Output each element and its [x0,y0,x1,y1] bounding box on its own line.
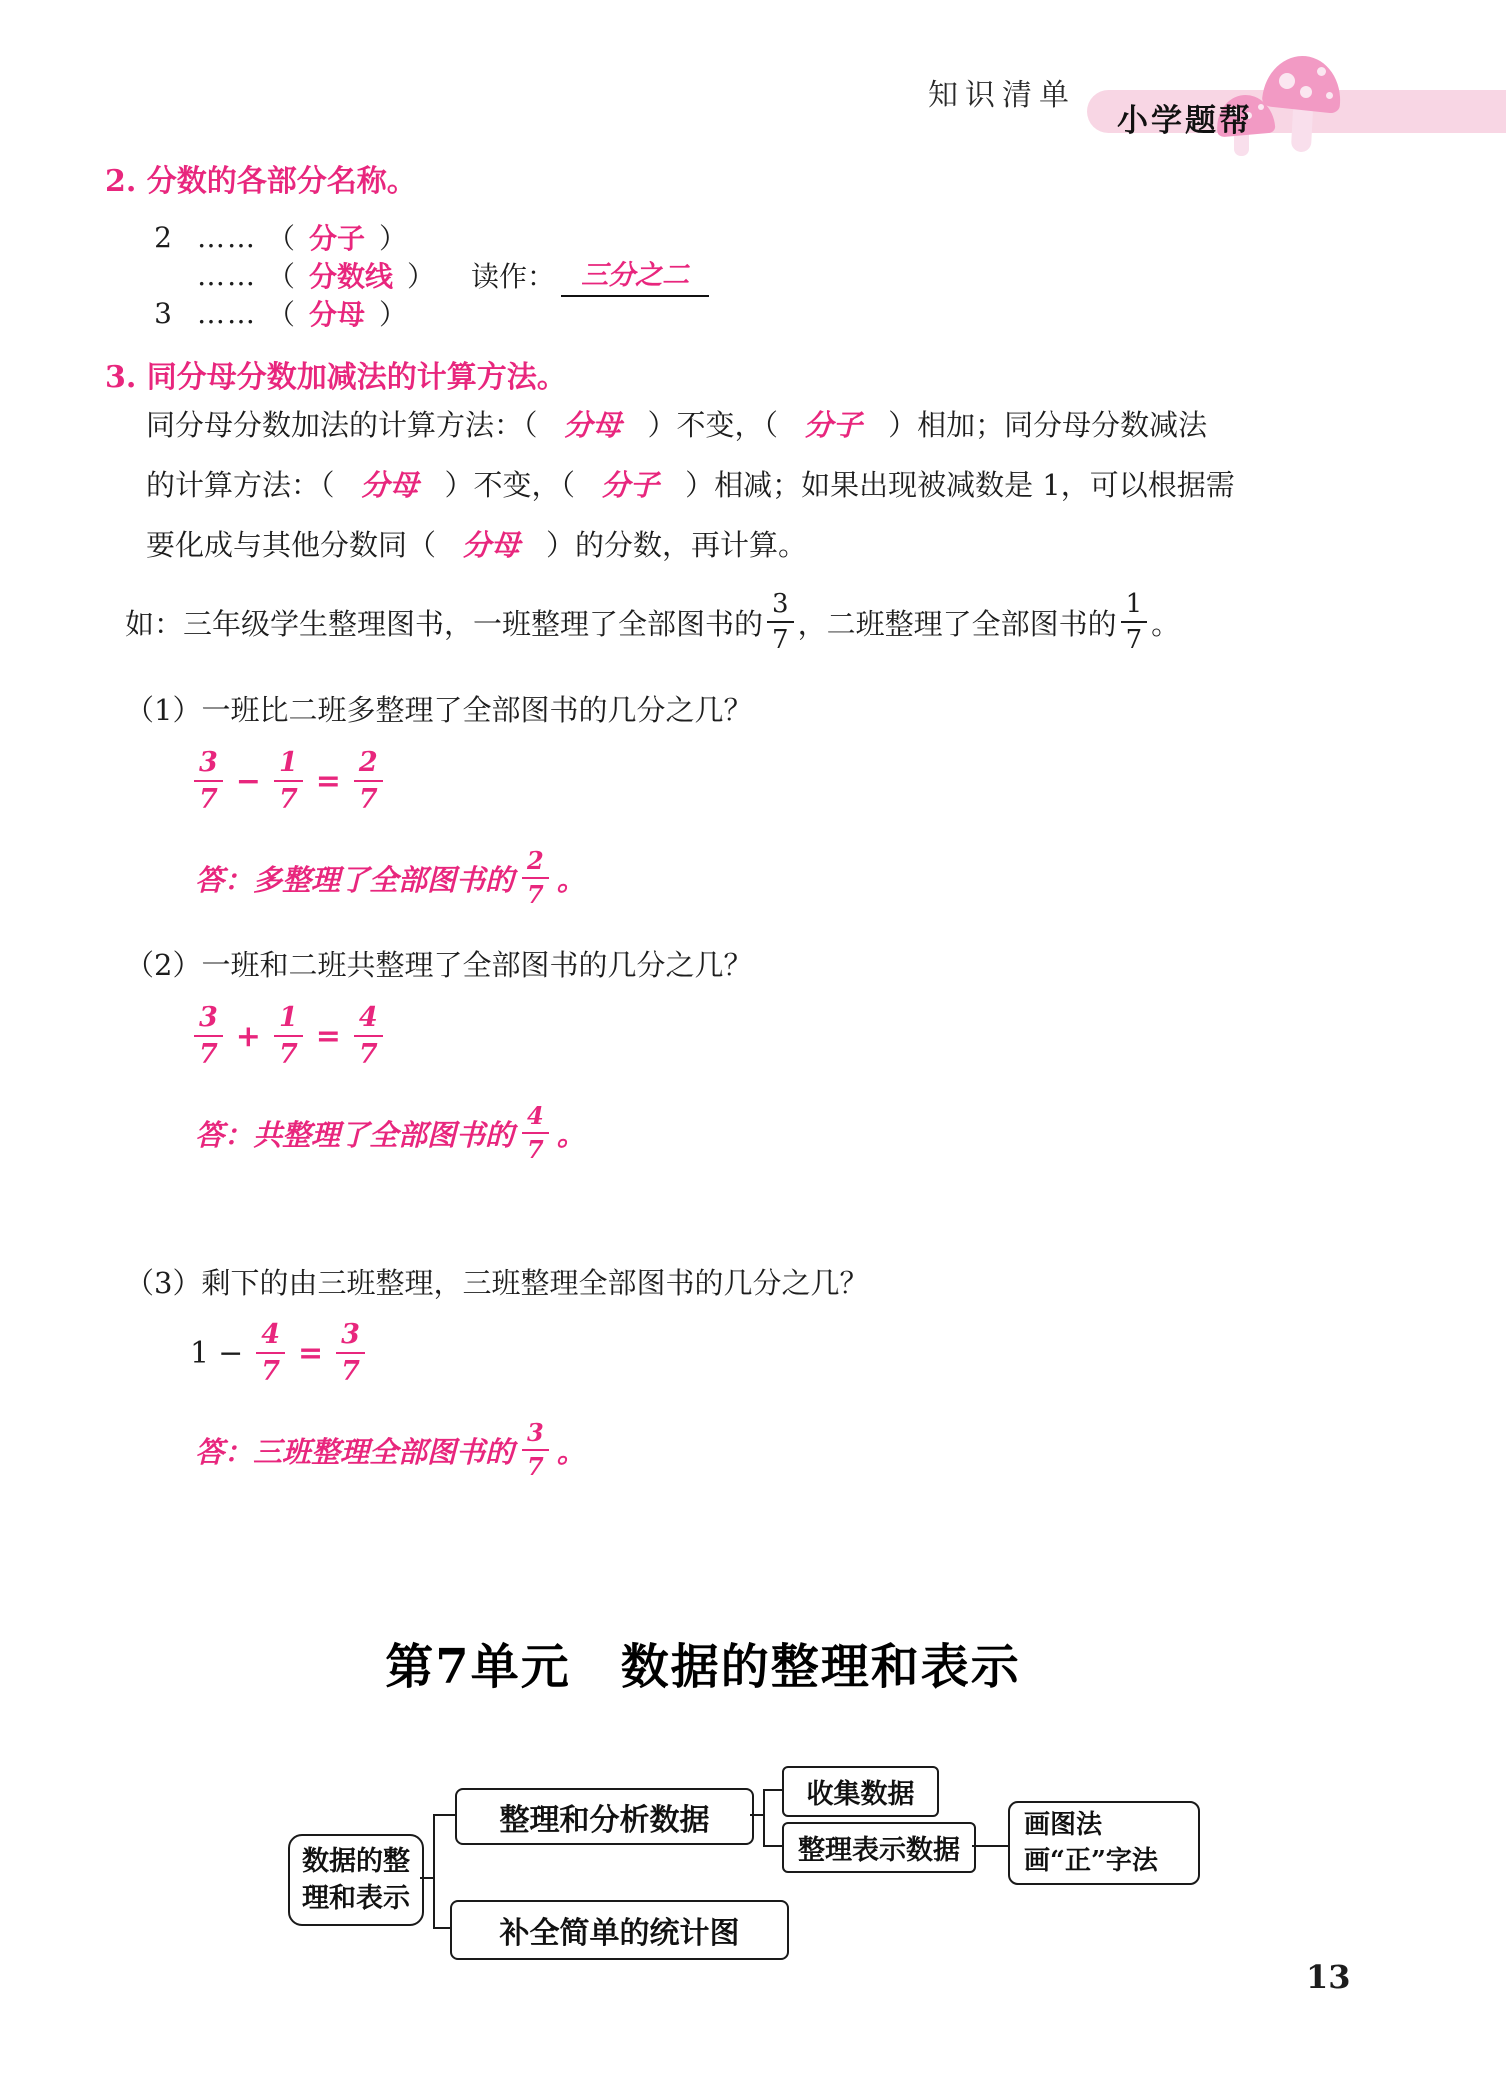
part-name-denominator: 分母 [309,298,366,331]
fraction-result [354,1004,383,1068]
text-run: ）不变，（ [444,468,576,502]
connector-line [763,1789,782,1791]
whole-number-one: 1 [190,1335,210,1371]
minus-operator: − [235,763,261,799]
mushroom-spot [1326,92,1333,99]
question-3: （3）剩下的由三班整理，三班整理全部图书的几分之几？ [125,1266,869,1300]
header-section-label: 知识清单 [928,78,1076,113]
numerator: 1 [278,1002,298,1033]
denominator: 7 [767,621,794,653]
text-run: ）相减；如果出现被减数是 1，可以根据需 [685,468,1235,502]
text-run: 的计算方法：（ [146,468,335,502]
fraction-part-row-bar [135,256,709,294]
denominator: 7 [274,780,303,813]
diagram-sub2-box: 整理表示数据 [782,1822,976,1873]
connector-line [763,1845,782,1847]
mushroom-stem [1291,106,1313,153]
fill-in-blank: 分母 [563,408,622,442]
diagram-leaf-box [1008,1801,1200,1885]
numerator: 2 [527,846,544,875]
dots-leader: …… [197,220,257,254]
numerator: 3 [527,1418,544,1447]
numerator: 3 [341,1319,360,1350]
fraction-part-row-numerator [135,218,407,256]
fraction [194,1004,223,1068]
diagram-branch1-box: 整理和分析数据 [455,1788,754,1845]
answer-period: 。 [556,862,586,897]
fraction [522,846,549,909]
text-run: ，二班整理了全部图书的 [797,606,1117,641]
numerator: 1 [1125,589,1143,619]
diagram-branch2-box: 补全简单的统计图 [450,1900,789,1960]
page-number: 13 [1306,1958,1351,1996]
fraction-numerator-value: 2 [154,220,172,254]
part-name-bar: 分数线 [309,260,394,293]
fraction [274,749,303,813]
fraction [194,749,223,813]
paren-close: ） [379,222,408,255]
answer-2 [195,1095,586,1171]
denominator: 7 [354,1035,383,1068]
denominator: 7 [522,1449,549,1479]
dots-leader: …… [197,296,257,330]
part-name-numerator: 分子 [309,222,366,255]
mushroom-spot [1300,86,1312,98]
text-run: 要化成与其他分数同（ [146,528,437,562]
fill-in-blank: 分母 [462,528,521,562]
fraction-1-7 [1121,591,1148,653]
answer-text: 答：三班整理全部图书的 [195,1434,515,1469]
section2-number: 2. [105,164,137,199]
answer-1 [195,840,586,916]
diagram-sub1-box: 收集数据 [782,1766,939,1817]
paren-open: （ [267,298,296,331]
answer-text: 答：多整理了全部图书的 [195,862,515,897]
section3-paragraph [146,395,1426,575]
fill-in-blank: 分母 [360,468,419,502]
denominator: 7 [522,1132,549,1162]
fraction [522,1418,549,1481]
paren-open: （ [267,222,296,255]
denominator: 7 [194,780,223,813]
fraction-denominator-value: 3 [154,296,172,330]
denominator: 7 [522,877,549,907]
fill-in-blank: 分子 [804,408,863,442]
diagram-root-box [288,1834,424,1926]
minus-operator: − [218,1335,244,1371]
denominator: 7 [1121,621,1148,653]
answer-3 [195,1412,586,1488]
fraction-3-7 [767,591,794,653]
equals-sign: = [298,1335,324,1371]
paren-close: ） [379,298,408,331]
mushroom-spot [1317,67,1326,76]
section2-title: 分数的各部分名称。 [146,164,417,199]
connector-line [433,1814,435,1929]
section3-number: 3. [105,360,137,395]
leaf-label-line1: 画图法 [1024,1810,1103,1840]
brand-badge: 小学题帮 [1117,103,1253,139]
answer-period: 。 [556,1117,586,1152]
text-run: 同分母分数加法的计算方法：（ [146,408,538,442]
leaf-label-line2: 画“正”字法 [1024,1846,1158,1876]
fraction-result [354,749,383,813]
fraction-part-row-denominator [135,294,407,332]
section2-heading [105,156,417,200]
connector-line [433,1814,455,1816]
numerator: 3 [772,589,789,619]
fraction-result [336,1321,365,1385]
paragraph-line [146,395,1426,455]
numerator: 4 [527,1101,544,1130]
mushroom-cap [1261,52,1344,114]
connector-line [763,1789,765,1847]
denominator: 7 [256,1352,285,1385]
equation-2 [190,1002,387,1070]
fraction [274,1004,303,1068]
text-run: ）相加；同分母分数减法 [888,408,1208,442]
fraction [256,1321,285,1385]
root-label-line1: 数据的整 [302,1846,410,1877]
denominator: 7 [194,1035,223,1068]
equals-sign: = [315,763,341,799]
paren-open: （ [267,260,296,293]
text-run: 如：三年级学生整理图书，一班整理了全部图书的 [125,606,764,641]
example-sentence [125,583,1180,661]
plus-operator: + [235,1018,261,1054]
dots-leader: …… [197,258,257,292]
numerator: 1 [278,747,298,778]
fraction [522,1101,549,1164]
numerator: 2 [358,747,378,778]
equation-1 [190,747,387,815]
mushroom-spot [1258,104,1264,110]
question-1: （1）一班比二班多整理了全部图书的几分之几？ [125,693,753,727]
connector-line [972,1845,1008,1847]
read-as-label: 读作： [471,260,556,293]
question-2: （2）一班和二班共整理了全部图书的几分之几？ [125,948,753,982]
text-run: ）的分数，再计算。 [546,528,808,562]
paren-close: ） [407,260,436,293]
fill-in-blank: 分子 [601,468,660,502]
connector-line [433,1927,450,1929]
denominator: 7 [336,1352,365,1385]
numerator: 4 [261,1319,281,1350]
text-run: ）不变，（ [647,408,779,442]
answer-text: 答：共整理了全部图书的 [195,1117,515,1152]
section3-title: 同分母分数加减法的计算方法。 [146,360,567,395]
root-label-line2: 理和表示 [302,1883,410,1914]
section3-heading [105,352,567,396]
read-as-answer: 三分之二 [561,253,709,297]
numerator: 3 [199,747,218,778]
answer-period: 。 [556,1434,586,1469]
denominator: 7 [274,1035,303,1068]
denominator: 7 [354,780,383,813]
mushroom-spot [1279,73,1295,89]
text-run: 。 [1151,606,1181,641]
paragraph-line [146,515,1426,575]
paragraph-line [146,455,1426,515]
numerator: 4 [358,1002,378,1033]
equals-sign: = [315,1018,341,1054]
numerator: 3 [199,1002,218,1033]
chapter-title: 第7单元 数据的整理和表示 [385,1639,1021,1695]
equation-3 [190,1319,369,1387]
